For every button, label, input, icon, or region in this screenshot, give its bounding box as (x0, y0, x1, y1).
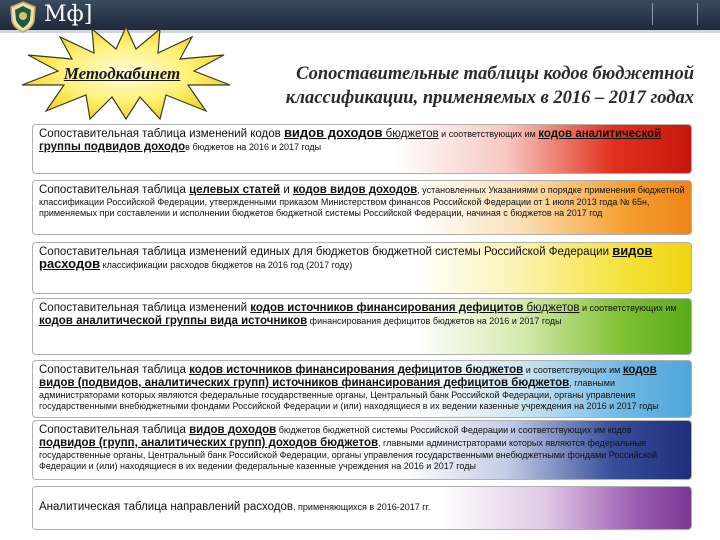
item-text: Сопоставительная таблица изменений кодов (39, 128, 284, 140)
list-item-expense-directions[interactable] (32, 486, 692, 530)
item-key-term: кодов видов доходов (292, 184, 418, 196)
item-text: , главными администраторами которых являются федеральные государственные органы, Центральный банк Российской Федерации, органы управления государственными внебюджетными фондами Российской Федерации и (или) находящиеся в их ведении федеральные казенные учреждения на 2016 и 2017 годы (39, 438, 658, 471)
item-key-term: кодов аналитической группы подвидов доходо (39, 128, 662, 153)
item-text: Сопоставительная таблица изменений единых для бюджетов бюджетной системы Российской Федерации (39, 246, 613, 258)
item-key-term: целевых статей (189, 184, 281, 196)
item-key-term: подвидов (групп, аналитических групп) доходов бюджетов (39, 437, 379, 449)
page-title (224, 62, 694, 110)
item-text: и соответствующих им (438, 129, 539, 139)
item-text: в бюджетов на 2016 и 2017 годы (185, 142, 322, 152)
item-key-term: кодов видов (подвидов, аналитических групп) источников финансирования дефицитов бюджетов (39, 364, 657, 389)
item-text: , применяющихся в 2016-2017 гг. (293, 502, 431, 512)
item-text: Сопоставительная таблица (39, 364, 190, 376)
list-item-income-types[interactable] (32, 124, 692, 174)
item-text: и соответствующих им (579, 303, 677, 313)
item-key-term: кодов аналитической группы вида источников (39, 315, 308, 327)
list-item-target-articles[interactable] (32, 180, 692, 235)
item-text: финансирования дефицитов бюджетов на 2016 и 2017 годы (307, 316, 562, 326)
item-text: , главными администраторами которых являются федеральные государственные органы, Центральный банк Российской Федерации, органы управления государственными внебюджетными фондами Российской Федерации и (или) находящиеся в их ведении казенные учреждения на 2016 и 2017 годы (39, 378, 659, 411)
item-text: бюджетов бюджетной системы Российской Федерации и соответствующих им кодов (276, 425, 632, 435)
item-text: Аналитическая таблица направлений расходов (39, 501, 294, 513)
list-item-deficit-source-codes[interactable] (32, 360, 692, 418)
item-key-term: видов доходов (283, 125, 383, 140)
list-item-income-subtypes[interactable] (32, 420, 692, 480)
item-text: и (280, 184, 293, 196)
methodcabinet-label: Методкабинет (63, 64, 181, 83)
item-text: классификации расходов бюджетов на 2016 год (2017 году) (100, 260, 353, 270)
item-text: и соответствующих им (523, 365, 623, 375)
list-item-expense-types[interactable] (32, 242, 692, 294)
item-text: Сопоставительная таблица изменений (39, 302, 251, 314)
brand-logo-text: Мф] (44, 2, 93, 27)
item-key-term: кодов источников финансирования дефицитов (250, 302, 524, 314)
item-text: Сопоставительная таблица (39, 184, 190, 196)
title-line-1: Сопоставительные таблицы кодов бюджетной (296, 64, 694, 84)
item-text: бюджетов (523, 302, 580, 314)
top-bar-frame (652, 3, 698, 25)
item-text: бюджетов (382, 128, 439, 140)
item-key-term: кодов источников финансирования дефицитов бюджетов (189, 364, 524, 376)
item-text: , установленных Указаниями о порядке применения бюджетной классификации Российской Федерации, утвержденными приказом Министерством финансов Российской Федерации от 1 июля 2013 года № 65н, применяемых при составлении и исполнении бюджетов бюджетной системы Российской Федерации, начиная с бюджетов на 2017 год (39, 185, 685, 218)
item-text: Сопоставительная таблица (39, 424, 190, 436)
title-line-2: классификации, применяемых в 2016 – 2017 годах (285, 88, 694, 108)
list-item-deficit-sources[interactable] (32, 298, 692, 355)
item-key-term: видов расходов (39, 243, 653, 271)
item-key-term: видов доходов (189, 424, 277, 436)
